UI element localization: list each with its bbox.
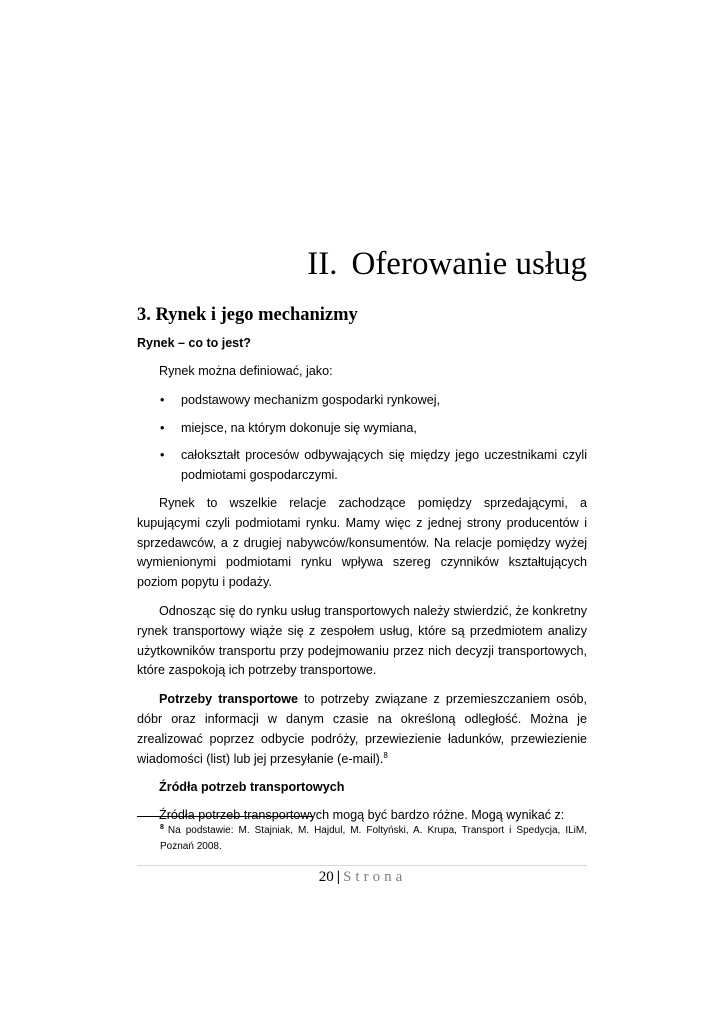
list-item	[137, 446, 587, 486]
subheading-what-is-market: Rynek – co to jest?	[137, 336, 251, 350]
footnote-text: Na podstawie: M. Stajniak, M. Hajdul, M. Foltyński, A. Krupa, Transport i Spedycja, ILiM, Poznań 2008.	[160, 825, 587, 852]
bullet-icon: •	[160, 448, 165, 463]
footnote-reference[interactable]: 8	[383, 750, 388, 760]
footnote-number: 8	[160, 824, 164, 831]
paragraph-market-relations: Rynek to wszelkie relacje zachodzące pomiędzy sprzedającymi, a kupującymi czyli podmiotami rynku. Mamy więc z jednej strony producentów i sprzedawców, a z drugiej nabywców/konsumentów. Na relacje pomiędzy wyżej wymienionymi podmiotami rynku wpływa szereg czynników kształtujących poziom popytu i podaży.	[137, 495, 587, 590]
page-label: Strona	[343, 869, 407, 885]
footer-divider	[137, 865, 587, 866]
chapter-title	[307, 246, 587, 283]
footnote	[160, 823, 587, 855]
paragraph-sources: Źródła potrzeb transportowych mogą być bardzo różne. Mogą wynikać z:	[159, 808, 565, 823]
list-item	[137, 391, 587, 411]
body-content	[137, 362, 587, 835]
term-transport-needs: Potrzeby transportowe	[159, 692, 299, 707]
list-item-text: miejsce, na którym dokonuje się wymiana,	[181, 420, 417, 435]
intro-paragraph: Rynek można definiować, jako:	[159, 364, 333, 378]
page-number: 20	[318, 869, 334, 885]
footer-separator: |	[336, 869, 341, 885]
bullet-icon: •	[160, 392, 165, 407]
sources-heading: Źródła potrzeb transportowych	[159, 780, 345, 795]
page-footer	[0, 869, 725, 886]
list-item-text: podstawowy mechanizm gospodarki rynkowej,	[181, 392, 440, 407]
list-item	[137, 419, 587, 439]
section-heading: 3. Rynek i jego mechanizmy	[137, 305, 358, 325]
chapter-number: II.	[307, 246, 338, 282]
paragraph-transport-market: Odnosząc się do rynku usług transportowych należy stwierdzić, że konkretny rynek transportowy wiąże się z zespołem usług, które są przedmiotem analizy użytkowników transportu przy podejmowaniu przez nich decyzji transportowych, które zaspokoją ich potrzeby transportowe.	[137, 603, 587, 678]
bullet-icon: •	[160, 420, 165, 435]
footnote-divider	[137, 816, 313, 817]
transport-needs-definition: to potrzeby związane z przemieszczaniem osób, dóbr oraz informacji w danym czasie na określoną odległość. Można je zrealizować poprzez odbycie podróży, przewiezienie ładunków, przewiezienie wiadomości (list) lub jej przesyłanie (e-mail).	[137, 692, 588, 766]
list-item-text: całokształt procesów odbywających się między jego uczestnikami czyli podmiotami gospodarczymi.	[181, 448, 587, 483]
paragraph-transport-needs	[137, 690, 587, 769]
chapter-name: Oferowanie usług	[351, 246, 587, 282]
definition-list	[137, 391, 587, 486]
